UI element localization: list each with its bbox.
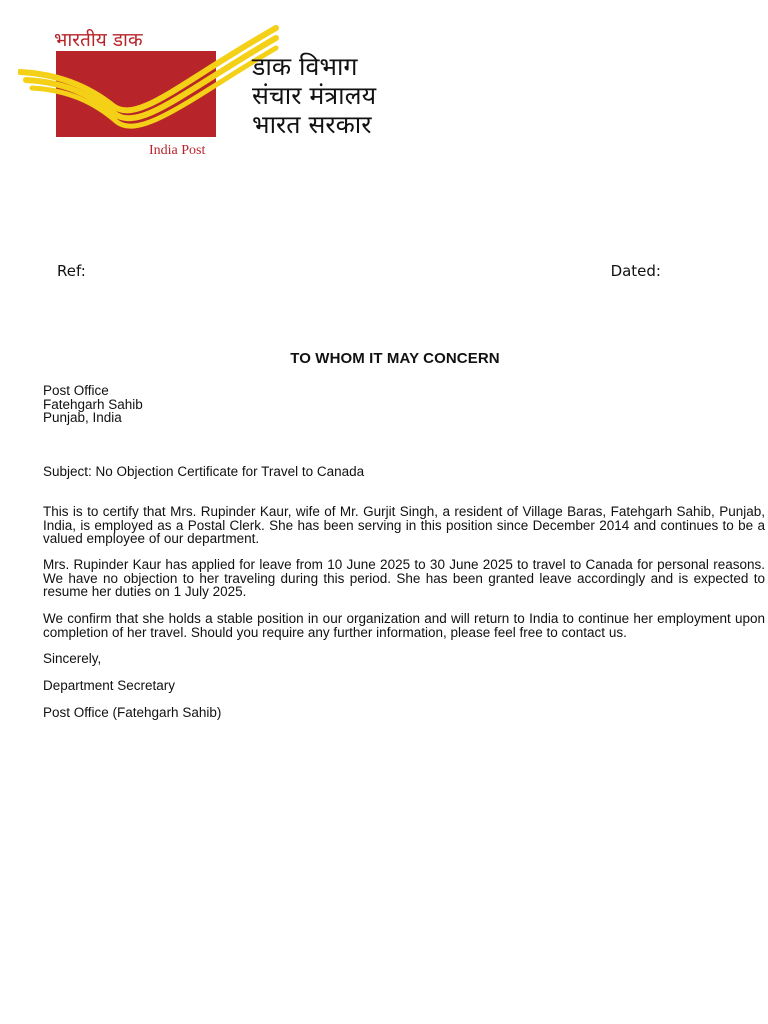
logo-english-text: India Post — [149, 143, 206, 158]
dated-label: Dated: — [610, 262, 661, 280]
address-line: Post Office — [43, 383, 109, 398]
body-paragraph-leave: Mrs. Rupinder Kaur has applied for leave from 10 June 2025 to 30 June 2025 to travel to Canada for personal reasons. We have no objection to her traveling during this period. She has been granted leave accordingly and is expected to resume her duties on 1 July 2025. — [43, 557, 765, 599]
ref-label: Ref: — [57, 262, 86, 280]
ministry-line: संचार मंत्रालय — [252, 81, 377, 110]
body-paragraph-confirmation: We confirm that she holds a stable position in our organization and will return to India to continue her employment upon completion of her travel. Should you require any further information, please feel free to contact us. — [43, 611, 765, 640]
india-post-logo — [18, 24, 280, 164]
department-name-hindi — [252, 52, 376, 139]
logo-hindi-text: भारतीय डाक — [54, 29, 143, 51]
body-paragraph-employment: This is to certify that Mrs. Rupinder Kaur, wife of Mr. Gurjit Singh, a resident of Village Baras, Fatehgarh Sahib, Punjab, India, is employed as a Postal Clerk. She has been serving in this position since December 2014 and continues to be a valued employee of our department. — [43, 504, 765, 546]
letterhead — [0, 0, 768, 200]
signatory-title: Department Secretary — [43, 678, 176, 693]
department-line: डाक विभाग — [252, 52, 358, 81]
document-title: TO WHOM IT MAY CONCERN — [290, 350, 500, 367]
sender-address — [43, 384, 143, 425]
government-line: भारत सरकार — [252, 110, 372, 139]
address-line: Fatehgarh Sahib — [43, 396, 143, 412]
address-line: Punjab, India — [43, 410, 122, 425]
sign-off: Sincerely, — [43, 651, 102, 666]
subject-line: Subject: No Objection Certificate for Travel to Canada — [43, 464, 365, 479]
signatory-office: Post Office (Fatehgarh Sahib) — [43, 705, 222, 720]
